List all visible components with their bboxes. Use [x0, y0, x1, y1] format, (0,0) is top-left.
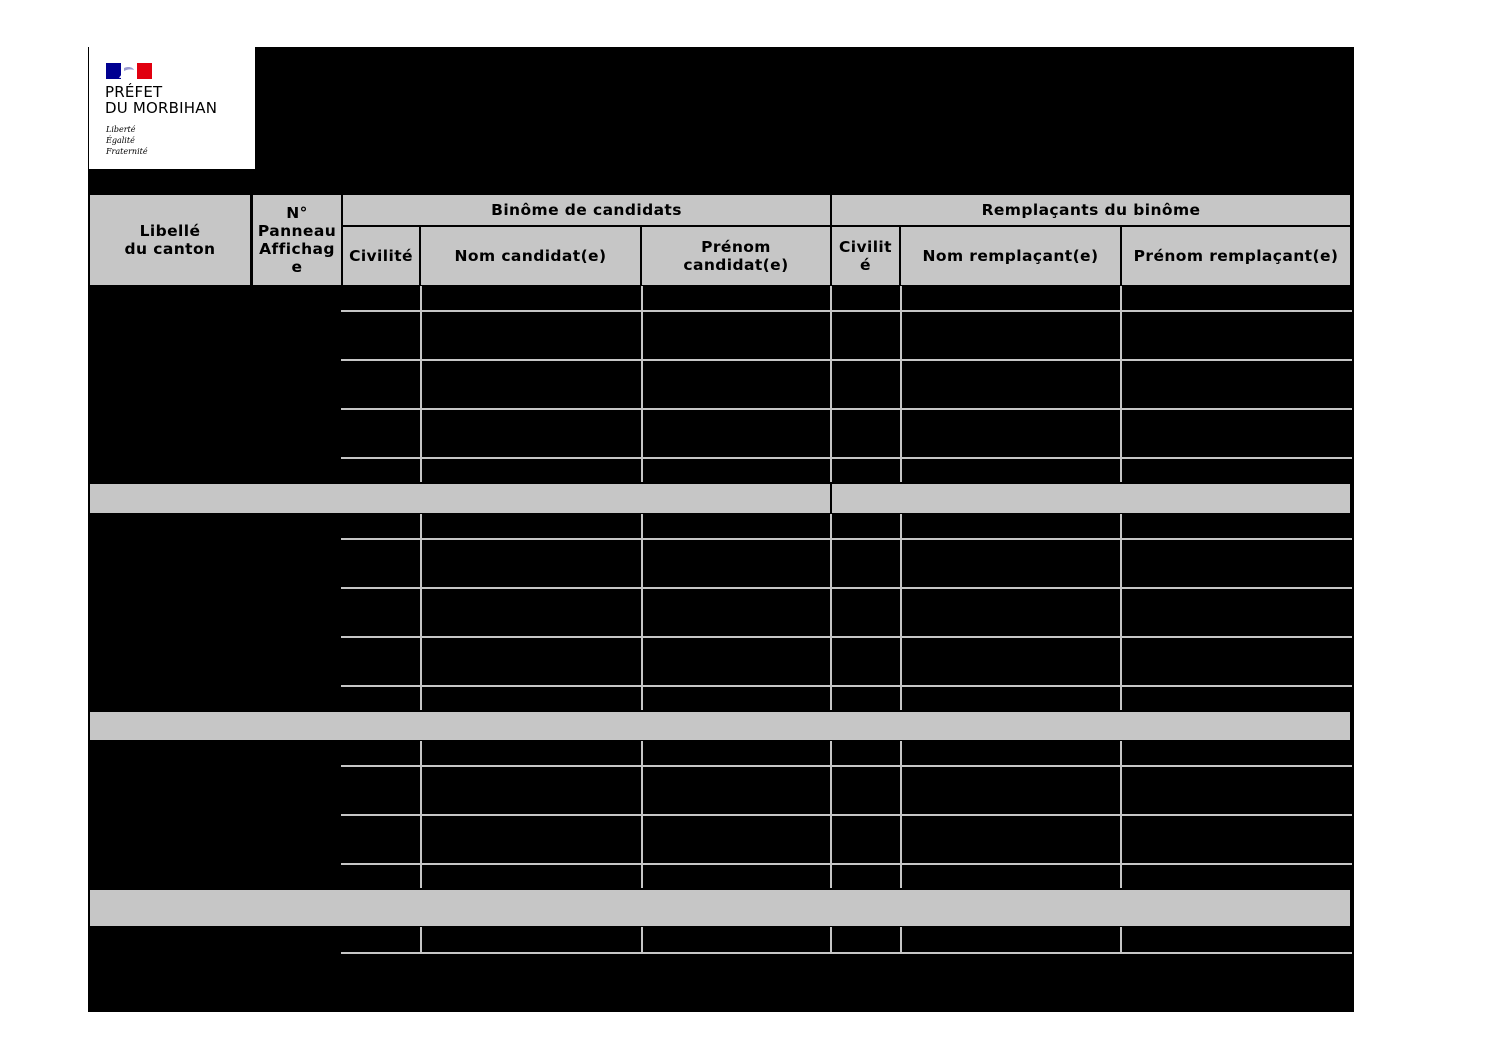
table-row-divider	[341, 636, 1352, 638]
document-sheet	[88, 47, 1354, 1012]
canton-separator-row	[90, 484, 1350, 513]
table-column-divider	[1120, 286, 1122, 482]
prefecture-title: PRÉFET DU MORBIHAN	[105, 83, 218, 117]
table-column-divider	[900, 514, 902, 710]
republic-motto: Liberté Égalité Fraternité	[106, 125, 148, 156]
table-row-divider	[341, 587, 1352, 589]
header-civilite-remplacant: Civilit é	[832, 227, 899, 285]
table-column-divider	[830, 514, 832, 710]
table-row-divider	[341, 538, 1352, 540]
table-row-divider	[341, 685, 1352, 687]
canton-separator-row	[90, 890, 1350, 926]
table-column-divider	[900, 286, 902, 482]
table-row-divider	[341, 359, 1352, 361]
prefecture-logo	[89, 47, 255, 169]
table-row-divider	[341, 952, 1352, 954]
header-civilite: Civilité	[343, 227, 419, 285]
table-column-divider	[900, 927, 902, 952]
table-column-divider	[1120, 927, 1122, 952]
table-row-divider	[341, 863, 1352, 865]
header-nom-candidat: Nom candidat(e)	[421, 227, 640, 285]
header-nom-remplacant: Nom remplaçant(e)	[901, 227, 1120, 285]
header-prenom-candidat: Prénom candidat(e)	[642, 227, 830, 285]
header-binome-candidats: Binôme de candidats	[343, 195, 830, 225]
table-column-divider	[420, 286, 422, 482]
header-prenom-remplacant: Prénom remplaçant(e)	[1122, 227, 1350, 285]
table-column-divider	[830, 286, 832, 482]
table-column-divider	[420, 927, 422, 952]
table-row-divider	[341, 310, 1352, 312]
marianne-flag-icon	[106, 63, 152, 79]
table-column-divider	[641, 514, 643, 710]
canton-separator-row	[90, 712, 1350, 740]
table-column-divider	[641, 927, 643, 952]
header-libelle-canton: Libellé du canton	[90, 195, 250, 285]
header-numero-panneau: N° Panneau Affichag e	[253, 195, 341, 285]
header-remplacants-binome: Remplaçants du binôme	[832, 195, 1350, 225]
table-row-divider	[341, 765, 1352, 767]
table-column-divider	[830, 927, 832, 952]
table-row-divider	[341, 408, 1352, 410]
table-row-divider	[341, 814, 1352, 816]
table-column-divider	[641, 286, 643, 482]
table-column-divider	[830, 484, 832, 513]
table-column-divider	[1120, 514, 1122, 710]
table-row-divider	[341, 457, 1352, 459]
table-column-divider	[420, 514, 422, 710]
